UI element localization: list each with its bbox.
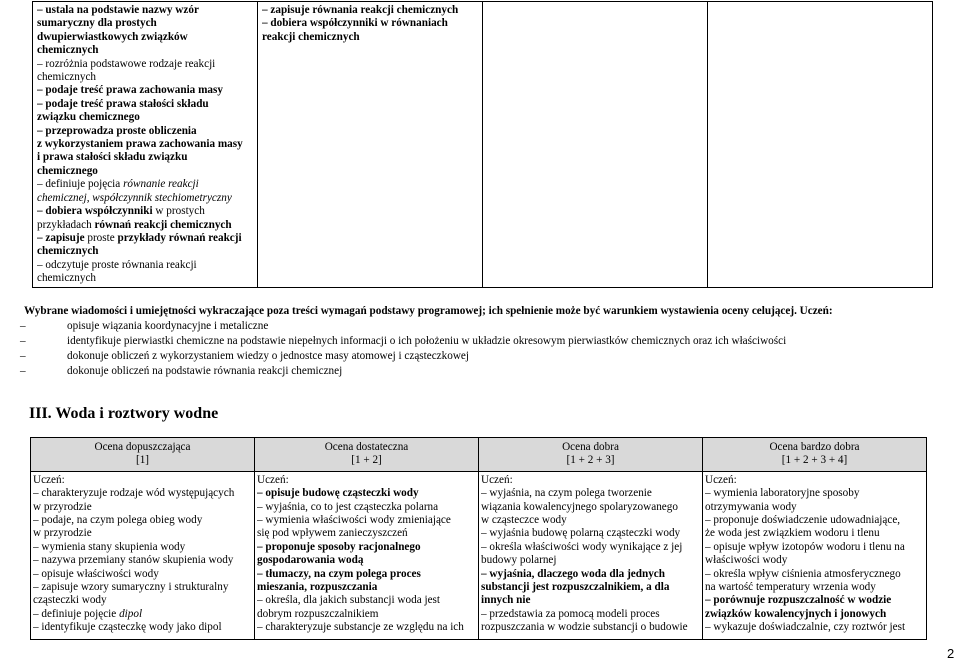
text-line — [481, 487, 700, 500]
text-line — [705, 514, 924, 527]
text-run: chemicznych — [37, 44, 99, 57]
list-item — [20, 364, 945, 379]
list-item — [20, 334, 945, 349]
text-run: – definiuje pojęcie — [33, 607, 120, 620]
text-run: – określa wpływ ciśnienia atmosferycznego — [705, 567, 901, 580]
text-line — [257, 541, 476, 554]
text-run: – opisuje właściwości wody — [33, 567, 159, 580]
grade-header — [255, 438, 479, 472]
table-cell-grade-4 — [708, 2, 933, 288]
text-line — [33, 608, 252, 621]
grades-table — [30, 437, 927, 640]
text-line — [37, 4, 253, 17]
grade-range: [1] — [135, 454, 150, 467]
text-run: w przyrodzie — [33, 500, 92, 513]
text-line — [481, 608, 700, 621]
text-run: w prostych — [152, 205, 205, 218]
text-run: innych nie — [481, 594, 531, 607]
table-cell-grade-1 — [33, 2, 258, 288]
text-line — [37, 44, 253, 57]
text-line — [705, 608, 924, 621]
text-line — [705, 581, 924, 594]
text-line — [37, 205, 253, 218]
text-run: – wymienia stany skupienia wody — [33, 540, 186, 553]
text-line — [257, 501, 476, 514]
text-run: – podaje treść prawa zachowania masy — [37, 84, 223, 97]
text-run: – podaje treść prawa stałości składu — [37, 97, 209, 110]
text-run: na wartość temperatury wrzenia wody — [705, 581, 876, 594]
text-line — [37, 232, 253, 245]
requirements-table-continued — [32, 1, 933, 288]
excellent-grade-intro: Wybrane wiadomości i umiejętności wykraczające poza treści wymagań podstawy programowej; ich spełnienie może być warunkiem wystawienia oceny celującej. Uczeń: — [24, 305, 833, 317]
text-run: – przeprowadza proste obliczenia — [37, 124, 197, 137]
cell-content — [257, 474, 476, 635]
text-run: dwupierwiastkowych związków — [37, 30, 188, 43]
text-line — [37, 192, 253, 205]
text-run: – dobiera współczynniki — [37, 205, 153, 218]
text-run: – proponuje sposoby racjonalnego — [257, 540, 421, 553]
cell-content — [37, 4, 253, 286]
text-run: – porównuje rozpuszczalność w wodzie — [705, 594, 892, 607]
text-run: równanie reakcji — [123, 178, 199, 191]
dash-bullet: – — [20, 350, 26, 362]
text-run: mieszania, rozpuszczania — [257, 581, 378, 594]
text-run: cząsteczki wody — [33, 594, 107, 607]
grade-range: [1 + 2 + 3] — [566, 454, 615, 467]
text-run: Uczeń: — [33, 473, 65, 486]
text-line — [33, 474, 252, 487]
text-run: chemicznego — [37, 164, 98, 177]
text-run: z wykorzystaniem prawa zachowania masy — [37, 138, 243, 151]
grade-header — [479, 438, 703, 472]
excellent-grade-requirements — [20, 304, 945, 379]
text-run: – tłumaczy, na czym polega proces — [257, 567, 421, 580]
text-run: – charakteryzuje rodzaje wód występujących — [33, 487, 235, 500]
grade-requirements-cell — [255, 471, 479, 639]
text-line — [481, 474, 700, 487]
text-line — [37, 31, 253, 44]
text-run: – wyjaśnia, na czym polega tworzenie — [481, 487, 652, 500]
section-title: III. Woda i roztwory wodne — [29, 405, 219, 422]
text-line — [481, 514, 700, 527]
text-line — [262, 4, 478, 17]
text-run: – odczytuje proste równania reakcji — [37, 258, 197, 271]
text-run: – zapisuje wzory sumaryczny i strukturalny — [33, 581, 229, 594]
text-line — [37, 17, 253, 30]
text-line — [37, 219, 253, 232]
text-run: – wyjaśnia budowę polarną cząsteczki wody — [481, 527, 681, 540]
text-run: właściwości wody — [705, 554, 788, 567]
text-line — [705, 541, 924, 554]
cell-content — [33, 474, 252, 635]
text-run: – wymienia laboratoryjne sposoby — [705, 487, 860, 500]
list-item-text: opisuje wiązania koordynacyjne i metaliczne — [67, 320, 269, 332]
text-line — [481, 594, 700, 607]
cell-content — [262, 4, 478, 44]
text-line — [705, 527, 924, 540]
text-run: – zapisuje — [37, 231, 85, 244]
text-run: wiązania kowalencyjnego spolaryzowanego — [481, 500, 678, 513]
grade-range: [1 + 2] — [351, 454, 382, 467]
text-line — [257, 554, 476, 567]
text-line — [257, 474, 476, 487]
text-run: związku chemicznego — [37, 111, 140, 124]
dash-bullet: – — [20, 320, 26, 332]
text-line — [37, 165, 253, 178]
text-run: – definiuje pojęcia — [37, 178, 124, 191]
text-run: – określa właściwości wody wynikające z jej — [481, 540, 683, 553]
text-line — [481, 501, 700, 514]
cell-content — [481, 474, 700, 635]
text-run: – dobiera współczynniki w równaniach — [262, 17, 448, 30]
text-run: – opisuje budowę cząsteczki wody — [257, 487, 419, 500]
text-run: chemicznych — [37, 71, 97, 84]
text-line — [37, 151, 253, 164]
table-cell-grade-3 — [483, 2, 708, 288]
text-line — [257, 487, 476, 500]
text-line — [705, 594, 924, 607]
text-run: substancji jest rozpuszczalnikiem, a dla — [481, 581, 670, 594]
text-line — [37, 125, 253, 138]
text-run: – opisuje wpływ izotopów wodoru i tlenu na — [705, 540, 905, 553]
grade-requirements-cell — [479, 471, 703, 639]
text-run: – wykazuje doświadczalnie, czy roztwór jest — [705, 621, 906, 634]
text-line — [37, 178, 253, 191]
text-line — [33, 514, 252, 527]
text-line — [33, 621, 252, 634]
text-run: sumaryczny dla prostych — [37, 17, 157, 30]
cell-content — [705, 474, 924, 635]
text-run: dobrym rozpuszczalnikiem — [257, 607, 379, 620]
text-line — [705, 568, 924, 581]
list-item — [20, 349, 945, 364]
text-line — [481, 568, 700, 581]
dash-bullet: – — [20, 335, 26, 347]
grade-name: Ocena bardzo dobra — [769, 441, 860, 453]
table-cell-grade-2 — [258, 2, 483, 288]
text-line — [33, 594, 252, 607]
text-line — [33, 501, 252, 514]
text-line — [705, 554, 924, 567]
page-number: 2 — [947, 646, 955, 661]
text-line — [257, 594, 476, 607]
grade-name: Ocena dopuszczająca — [94, 441, 191, 453]
text-run: otrzymywania wody — [705, 500, 797, 513]
grade-requirements-cell — [703, 471, 927, 639]
text-line — [481, 541, 700, 554]
text-line — [33, 527, 252, 540]
grade-range: [1 + 2 + 3 + 4] — [781, 454, 848, 467]
text-run: – ustala na podstawie nazwy wzór — [37, 4, 199, 16]
grade-name: Ocena dobra — [562, 441, 619, 453]
text-run: reakcji chemicznych — [262, 30, 360, 43]
text-run: Uczeń: — [481, 473, 513, 486]
text-line — [33, 568, 252, 581]
text-run: – charakteryzuje substancje ze względu na ich — [257, 621, 464, 634]
text-run: – nazywa przemiany stanów skupienia wody — [33, 554, 234, 567]
text-run: w przyrodzie — [33, 527, 92, 540]
grade-header — [703, 438, 927, 472]
text-line — [257, 581, 476, 594]
text-run: przykładach — [37, 218, 95, 231]
text-run: – wyjaśnia, co to jest cząsteczka polarna — [257, 500, 439, 513]
dash-bullet: – — [20, 365, 26, 377]
text-run: – wymienia właściwości wody zmieniające — [257, 514, 451, 527]
text-run: Uczeń: — [257, 473, 289, 486]
list-item-text: dokonuje obliczeń z wykorzystaniem wiedzy o jednostce masy atomowej i cząsteczkowej — [67, 350, 469, 362]
text-line — [33, 487, 252, 500]
text-run: chemicznych — [37, 245, 99, 258]
text-run: chemicznej, współczynnik stechiometryczny — [37, 191, 232, 204]
list-item-text: dokonuje obliczeń na podstawie równania reakcji chemicznej — [67, 365, 343, 377]
text-run: – podaje, na czym polega obieg wody — [33, 514, 203, 527]
text-line — [705, 501, 924, 514]
text-run: przykłady równań reakcji — [117, 231, 242, 244]
text-line — [257, 514, 476, 527]
text-line — [37, 98, 253, 111]
list-item-text: identyfikuje pierwiastki chemiczne na podstawie niepełnych informacji o ich położeniu w układzie okresowym pierwiastków chemicznych oraz ich właściwości — [67, 335, 787, 347]
text-run: – rozróżnia podstawowe rodzaje reakcji — [37, 57, 216, 70]
text-run: chemicznych — [37, 272, 97, 285]
text-line — [37, 245, 253, 258]
text-line — [33, 554, 252, 567]
text-run: Uczeń: — [705, 473, 737, 486]
text-line — [262, 17, 478, 30]
text-line — [257, 568, 476, 581]
text-run: budowy polarnej — [481, 554, 557, 567]
text-run: i prawa stałości składu związku — [37, 151, 188, 164]
text-run: – przedstawia za pomocą modeli proces — [481, 607, 660, 620]
text-line — [257, 621, 476, 634]
text-line — [481, 581, 700, 594]
text-run: – identyfikuje cząsteczkę wody jako dipol — [33, 621, 222, 634]
text-run: – proponuje doświadczenie udowadniające, — [705, 514, 901, 527]
text-line — [37, 71, 253, 84]
text-line — [257, 608, 476, 621]
text-line — [37, 138, 253, 151]
text-run: dipol — [119, 607, 143, 620]
text-run: gospodarowania wodą — [257, 554, 364, 567]
text-line — [262, 31, 478, 44]
text-line — [705, 621, 924, 634]
text-run: się pod wpływem zanieczyszczeń — [257, 527, 408, 540]
text-run: że woda jest związkiem wodoru i tlenu — [705, 527, 880, 540]
text-line — [481, 621, 700, 634]
text-run: związków kowalencyjnych i jonowych — [705, 607, 887, 620]
text-run: równań reakcji chemicznych — [94, 218, 232, 231]
text-line — [37, 259, 253, 272]
list-item — [20, 319, 945, 334]
grade-requirements-cell — [31, 471, 255, 639]
grade-header — [31, 438, 255, 472]
text-line — [481, 554, 700, 567]
text-line — [481, 527, 700, 540]
text-run: rozpuszczania w wodzie substancji o budowie — [481, 621, 688, 634]
text-line — [37, 58, 253, 71]
text-line — [257, 527, 476, 540]
text-line — [37, 111, 253, 124]
text-line — [33, 541, 252, 554]
grades-header-row — [31, 438, 927, 472]
text-run: w cząsteczce wody — [481, 514, 567, 527]
text-line — [33, 581, 252, 594]
excellent-grade-list — [20, 319, 945, 379]
text-run: proste — [84, 231, 118, 244]
text-run: – określa, dla jakich substancji woda jest — [257, 594, 440, 607]
text-line — [705, 487, 924, 500]
text-line — [705, 474, 924, 487]
grade-name: Ocena dostateczna — [324, 441, 409, 453]
text-run: – wyjaśnia, dlaczego woda dla jednych — [481, 567, 665, 580]
text-line — [37, 272, 253, 285]
grades-body-row — [31, 471, 927, 639]
text-run: – zapisuje równania reakcji chemicznych — [262, 4, 459, 16]
text-line — [37, 84, 253, 97]
